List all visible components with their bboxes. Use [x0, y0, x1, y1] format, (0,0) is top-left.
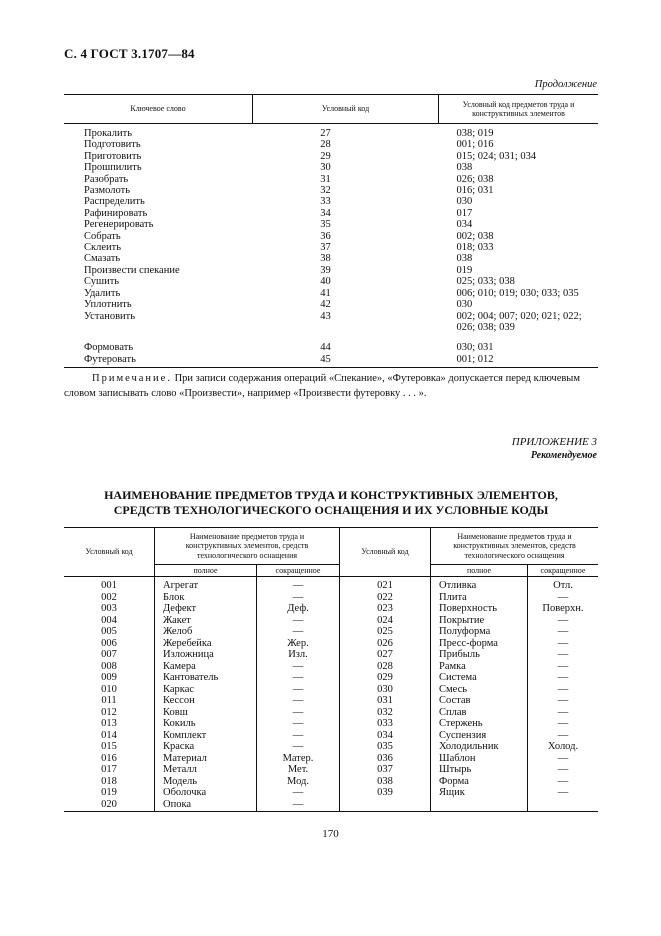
cell-f2: Шаблон — [431, 753, 528, 765]
cell-c2: 031 — [340, 695, 431, 707]
cell-s1: — — [257, 626, 340, 638]
cell-s1: — — [257, 684, 340, 696]
table-row — [64, 672, 598, 684]
cell-keyword: Размолоть — [84, 185, 130, 197]
cell-c1: 006 — [64, 638, 155, 650]
table-row — [64, 638, 598, 650]
header-objects: Условный код предметов труда и конструктивных элементов — [439, 95, 599, 124]
cell-keyword: Склеить — [84, 242, 122, 254]
cell-c2: 033 — [340, 718, 431, 730]
cell-code: 38 — [320, 253, 331, 265]
cell-keyword: Удалить — [84, 287, 121, 299]
cell-objects: 015; 024; 031; 034 — [456, 150, 537, 162]
cell-s1: — — [257, 695, 340, 707]
cell-c1: 014 — [64, 730, 155, 742]
cell-objects: 001; 012 — [439, 354, 599, 368]
cell-c1: 010 — [64, 684, 155, 696]
table-row — [64, 649, 598, 661]
table-row — [64, 684, 598, 696]
cell-objects: 030 — [456, 299, 473, 311]
cell-keyword: Прошпилить — [84, 162, 142, 174]
cell-s1: — — [257, 730, 340, 742]
cell-s2: — — [557, 718, 569, 729]
cell-c1: 013 — [64, 718, 155, 730]
cell-c1: 003 — [64, 603, 155, 615]
cell-code: 43 — [320, 310, 331, 322]
cell-code: 44 — [320, 342, 331, 354]
continuation-label: Продолжение — [534, 79, 597, 90]
cell-c1: 008 — [64, 661, 155, 673]
appendix-heading — [512, 436, 597, 462]
table-row — [64, 718, 598, 730]
cell-keyword: Смазать — [84, 253, 121, 265]
note-label: Примечание. — [92, 373, 172, 384]
header-name-right: Наименование предметов труда и конструктивных элементов, средств технологического оснащения — [431, 528, 599, 565]
cell-c1: 012 — [64, 707, 155, 719]
cell-s1: — — [257, 787, 340, 799]
table-row — [64, 288, 598, 299]
cell-s1: — — [257, 577, 340, 592]
cell-s1: Мод. — [257, 776, 340, 788]
section-title-line1: НАИМЕНОВАНИЕ ПРЕДМЕТОВ ТРУДА И КОНСТРУКТИВНЫХ ЭЛЕМЕНТОВ, — [104, 488, 558, 502]
cell-code: 29 — [320, 150, 331, 162]
cell-f2: Плита — [431, 592, 528, 604]
table-row — [64, 741, 598, 753]
cell-c1: 018 — [64, 776, 155, 788]
cell-code: 40 — [320, 276, 331, 288]
cell-objects: 002; 038 — [456, 230, 494, 242]
cell-c2: 027 — [340, 649, 431, 661]
cell-c2: 030 — [340, 684, 431, 696]
cell-f1: Изложница — [155, 649, 257, 661]
table-row — [64, 603, 598, 615]
cell-s1: — — [257, 592, 340, 604]
table-row — [64, 764, 598, 776]
cell-f1: Опока — [155, 799, 257, 812]
cell-s2: — — [557, 614, 569, 626]
cell-objects: 026; 038; 039 — [456, 321, 515, 333]
cell-code: 39 — [320, 264, 331, 276]
cell-s2: — — [557, 787, 569, 798]
table-row — [64, 342, 598, 353]
cell-s1: — — [257, 718, 340, 730]
cell-keyword: Приготовить — [84, 150, 142, 162]
table-row — [64, 787, 598, 799]
header-name-left: Наименование предметов труда и конструктивных элементов, средств технологического оснащения — [155, 528, 340, 565]
cell-keyword: Прокалить — [84, 128, 133, 139]
cell-f2: Холодильник — [431, 741, 528, 753]
cell-c2: 023 — [340, 603, 431, 615]
cell-f2: Состав — [431, 695, 528, 707]
cell-s1: Жер. — [257, 638, 340, 650]
cell-c1: 015 — [64, 741, 155, 753]
cell-f1: Кокиль — [155, 718, 257, 730]
cell-keyword: Регенерировать — [84, 219, 154, 231]
cell-f1: Камера — [155, 661, 257, 673]
cell-code: 32 — [320, 185, 331, 197]
keyword-table-header — [64, 95, 598, 124]
cell-keyword: Формовать — [84, 342, 134, 354]
table-row — [64, 242, 598, 253]
cell-c1: 019 — [64, 787, 155, 799]
table-row — [64, 615, 598, 627]
cell-c1: 016 — [64, 753, 155, 765]
cell-f1: Желоб — [155, 626, 257, 638]
cell-f1: Оболочка — [155, 787, 257, 799]
cell-f1: Ковш — [155, 707, 257, 719]
table-row — [64, 231, 598, 242]
cell-objects: 025; 033; 038 — [456, 276, 515, 288]
cell-code: 35 — [320, 219, 331, 231]
cell-objects: 030 — [456, 196, 473, 208]
cell-f2: Полуформа — [431, 626, 528, 638]
cell-objects: 001; 016 — [456, 139, 494, 151]
cell-f2: Покрытие — [431, 615, 528, 627]
cell-c2: 037 — [340, 764, 431, 776]
page-number: 170 — [322, 828, 339, 840]
cell-code: 34 — [320, 207, 331, 219]
table-row — [64, 354, 598, 368]
cell-s1: — — [257, 672, 340, 684]
cell-objects: 018; 033 — [456, 242, 494, 254]
cell-f1: Жеребейка — [155, 638, 257, 650]
table-row — [64, 208, 598, 219]
cell-f2: Смесь — [431, 684, 528, 696]
cell-c1: 002 — [64, 592, 155, 604]
cell-keyword: Распределить — [84, 196, 145, 208]
table-row — [64, 707, 598, 719]
cell-c2 — [340, 799, 431, 812]
cell-c2: 032 — [340, 707, 431, 719]
note — [64, 371, 600, 401]
cell-objects: 038 — [456, 253, 473, 265]
appendix-title: ПРИЛОЖЕНИЕ 3 — [511, 436, 597, 448]
cell-s2: — — [557, 706, 569, 718]
header-short-left: сокращенное — [257, 565, 340, 577]
cell-s1: — — [257, 707, 340, 719]
cell-c2: 021 — [340, 577, 431, 592]
cell-objects: 002; 004; 007; 020; 021; 022; — [456, 310, 582, 322]
cell-f1: Блок — [155, 592, 257, 604]
table-row — [64, 776, 598, 788]
header-code: Условный код — [253, 95, 439, 124]
cell-code: 37 — [320, 242, 331, 254]
cell-s1: Изл. — [257, 649, 340, 661]
cell-objects: 030; 031 — [456, 342, 494, 354]
cell-keyword: Уплотнить — [84, 299, 132, 311]
cell-code: 41 — [320, 287, 331, 299]
cell-s1: — — [257, 661, 340, 673]
cell-f1: Комплект — [155, 730, 257, 742]
table-row — [64, 219, 598, 230]
cell-f2: Стержень — [431, 718, 528, 730]
cell-f2: Система — [431, 672, 528, 684]
cell-f1: Жакет — [155, 615, 257, 627]
cell-f2: Отливка — [431, 577, 528, 592]
cell-keyword: Произвести спекание — [84, 264, 180, 276]
cell-code: 28 — [320, 139, 331, 151]
cell-keyword: Собрать — [84, 230, 121, 242]
table-row — [64, 276, 598, 287]
table-row — [64, 151, 598, 162]
table-row — [64, 592, 598, 604]
cell-objects: 026; 038 — [456, 173, 494, 185]
table-row — [64, 730, 598, 742]
header-short-right: сокращенное — [528, 565, 599, 577]
cell-keyword: Установить — [84, 310, 136, 322]
header-full-right: полное — [431, 565, 528, 577]
cell-objects: 038; 019 — [456, 128, 494, 139]
cell-s2: — — [557, 626, 569, 637]
codes-table — [64, 527, 598, 812]
cell-s2: — — [557, 764, 569, 775]
table-row — [64, 124, 598, 140]
table-row — [64, 299, 598, 310]
cell-f2: Рамка — [431, 661, 528, 673]
cell-objects: 016; 031 — [456, 185, 494, 197]
cell-code: 27 — [320, 128, 331, 139]
cell-c1: 009 — [64, 672, 155, 684]
cell-c1: 001 — [64, 577, 155, 592]
cell-f1: Краска — [155, 741, 257, 753]
cell-s2: — — [557, 775, 569, 787]
cell-code: 30 — [320, 162, 331, 174]
header-code-left: Условный код — [64, 528, 155, 577]
cell-code: 36 — [320, 230, 331, 242]
table-row — [64, 799, 598, 812]
cell-objects: 034 — [456, 219, 473, 231]
table-row — [64, 162, 598, 173]
cell-s2: Поверхн. — [542, 603, 584, 614]
cell-c2: 039 — [340, 787, 431, 799]
cell-keyword: Рафинировать — [84, 207, 148, 219]
header-keyword: Ключевое слово — [64, 95, 253, 124]
cell-s2: — — [557, 660, 569, 672]
cell-f1: Кантователь — [155, 672, 257, 684]
cell-f2: Поверхность — [431, 603, 528, 615]
cell-c2: 035 — [340, 741, 431, 753]
table-row — [64, 753, 598, 765]
cell-s2: — — [557, 649, 569, 660]
cell-f2: Сплав — [431, 707, 528, 719]
cell-c1: 017 — [64, 764, 155, 776]
cell-f2 — [431, 799, 528, 812]
cell-f1: Каркас — [155, 684, 257, 696]
cell-c2: 036 — [340, 753, 431, 765]
cell-f2: Прибыль — [431, 649, 528, 661]
cell-s1: — — [257, 741, 340, 753]
cell-code: 42 — [320, 299, 331, 311]
cell-f1: Модель — [155, 776, 257, 788]
cell-c1: 020 — [64, 799, 155, 812]
cell-keyword: Сушить — [84, 276, 120, 288]
cell-c2: 034 — [340, 730, 431, 742]
cell-f2: Пресс-форма — [431, 638, 528, 650]
cell-s2: Холод. — [547, 741, 579, 752]
cell-objects: 006; 010; 019; 030; 033; 035 — [456, 287, 579, 299]
cell-s2: — — [557, 752, 569, 764]
appendix-subtitle: Рекомендуемое — [530, 450, 597, 461]
cell-s1: Деф. — [257, 603, 340, 615]
cell-code: 33 — [320, 196, 331, 208]
page-header: С. 4 ГОСТ 3.1707—84 — [64, 46, 195, 61]
table-row — [64, 626, 598, 638]
cell-c2: 024 — [340, 615, 431, 627]
table-row — [64, 196, 598, 207]
header-code-right: Условный код — [340, 528, 431, 577]
cell-keyword: Футеровать — [64, 354, 253, 368]
cell-c2: 028 — [340, 661, 431, 673]
cell-objects: 038 — [456, 162, 473, 174]
cell-objects: 019 — [456, 264, 473, 276]
table-row — [64, 139, 598, 150]
cell-c1: 005 — [64, 626, 155, 638]
cell-f2: Суспензия — [431, 730, 528, 742]
cell-c1: 004 — [64, 615, 155, 627]
cell-f1: Агрегат — [155, 577, 257, 592]
cell-code: 31 — [320, 173, 331, 185]
table-row — [64, 577, 598, 592]
cell-keyword: Разобрать — [84, 173, 129, 185]
cell-s2: — — [557, 672, 569, 683]
note-text: При записи содержания операций «Спекание», «Футеровка» допускается перед ключевым словом записывать слово «Произвести», например «Произвести футеровку . . . ». — [64, 373, 581, 399]
cell-s2 — [528, 799, 599, 812]
cell-c2: 025 — [340, 626, 431, 638]
section-title — [64, 488, 598, 518]
cell-code: 45 — [253, 354, 439, 368]
table-row — [64, 253, 598, 264]
cell-f1: Металл — [155, 764, 257, 776]
cell-s1: Мет. — [257, 764, 340, 776]
cell-keyword: Подготовить — [84, 139, 141, 151]
cell-f2: Ящик — [431, 787, 528, 799]
cell-c2: 038 — [340, 776, 431, 788]
cell-f1: Дефект — [155, 603, 257, 615]
table-row — [64, 311, 598, 322]
cell-f2: Форма — [431, 776, 528, 788]
cell-s1: — — [257, 615, 340, 627]
table-row-continuation — [64, 322, 598, 333]
table-row — [64, 265, 598, 276]
cell-s2: — — [557, 695, 569, 706]
cell-objects: 017 — [456, 207, 473, 219]
cell-f2: Штырь — [431, 764, 528, 776]
cell-c1: 007 — [64, 649, 155, 661]
section-title-line2: СРЕДСТВ ТЕХНОЛОГИЧЕСКОГО ОСНАЩЕНИЯ И ИХ УСЛОВНЫЕ КОДЫ — [113, 503, 549, 517]
cell-c1: 011 — [64, 695, 155, 707]
cell-s1: — — [257, 799, 340, 812]
cell-c2: 026 — [340, 638, 431, 650]
table-row — [64, 661, 598, 673]
table-row — [64, 185, 598, 196]
cell-f1: Материал — [155, 753, 257, 765]
header-full-left: полное — [155, 565, 257, 577]
table-row — [64, 695, 598, 707]
cell-s2: — — [557, 683, 569, 695]
cell-s2: — — [557, 591, 569, 603]
cell-f1: Кессон — [155, 695, 257, 707]
cell-s2: — — [557, 729, 569, 741]
cell-s1: Матер. — [257, 753, 340, 765]
cell-c2: 029 — [340, 672, 431, 684]
keyword-table — [64, 94, 598, 368]
table-row — [64, 174, 598, 185]
cell-s2: Отл. — [553, 580, 573, 591]
cell-s2: — — [557, 637, 569, 649]
cell-c2: 022 — [340, 592, 431, 604]
